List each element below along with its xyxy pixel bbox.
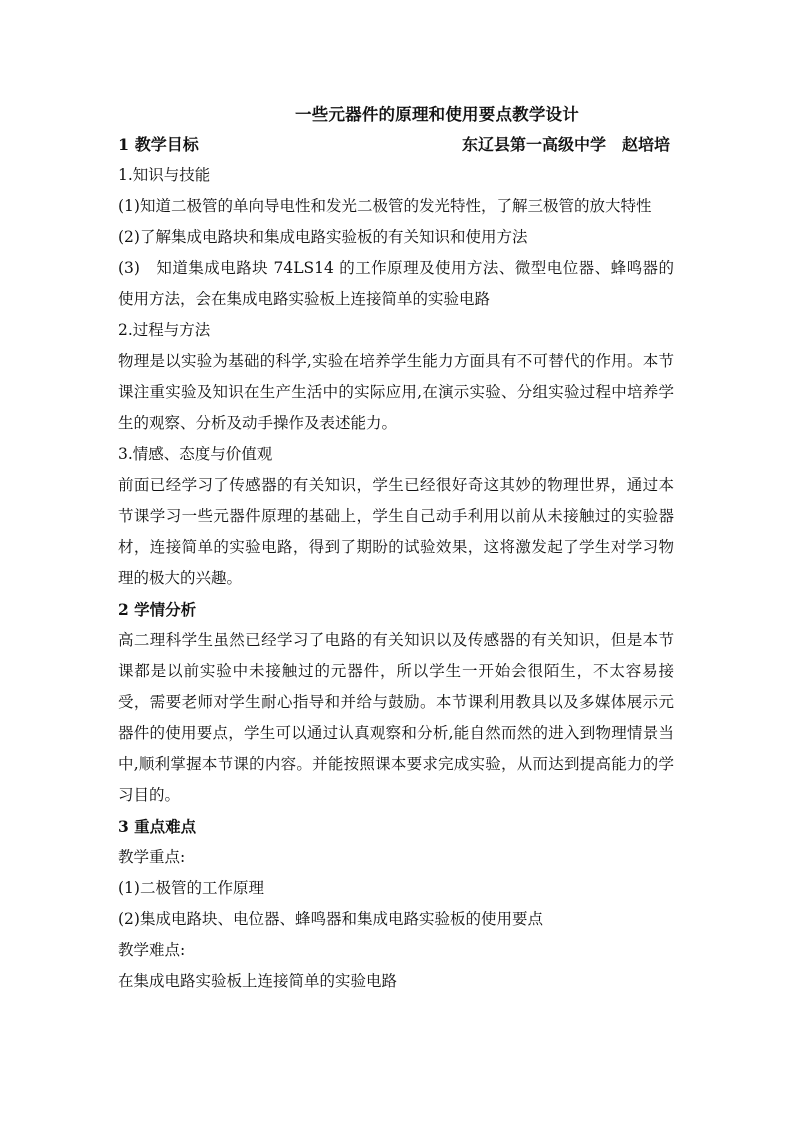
subheading-knowledge-skills: 1.知识与技能 (118, 166, 211, 184)
subheading-attitude-values: 3.情感、态度与价值观 (118, 445, 273, 463)
list-item: 在集成电路实验板上连接简单的实验电路 (118, 972, 398, 990)
list-item: (1)二极管的工作原理 (118, 879, 264, 897)
author-line: 东辽县第一高级中学 赵培培 (461, 135, 670, 154)
difficult-points-label: 教学难点: (118, 941, 186, 959)
section-heading-objectives: 1 教学目标 (118, 135, 199, 154)
paragraph: 前面已经学习了传感器的有关知识，学生已经很好奇这其妙的物理世界，通过本节课学习一些元器件原理的基础上，学生自己动手利用以前从未接触过的实验器材，连接简单的实验电路，得到了期盼的试验效果，这将激发起了学生对学习物理的极大的兴趣。 (118, 476, 674, 587)
list-item: (2)集成电路块、电位器、蜂鸣器和集成电路实验板的使用要点 (118, 910, 543, 928)
paragraph: 高二理科学生虽然已经学习了电路的有关知识以及传感器的有关知识，但是本节课都是以前实验中未接触过的元器件，所以学生一开始会很陌生，不太容易接受，需要老师对学生耐心指导和并给与鼓励。本节课利用教具以及多媒体展示元器件的使用要点，学生可以通过认真观察和分析,能自然而然的进入到物理情景当中,顺利掌握本节课的内容。并能按照课本要求完成实验，从而达到提高能力的学习目的。 (118, 631, 674, 804)
section-heading-row (118, 132, 670, 156)
document-body (118, 160, 674, 997)
key-points-label: 教学重点: (118, 848, 186, 866)
list-item: (3) 知道集成电路块 74LS14 的工作原理及使用方法、微型电位器、蜂鸣器的使用方法，会在集成电路实验板上连接简单的实验电路 (118, 259, 674, 308)
section-heading-student-analysis: 2 学情分析 (118, 600, 197, 619)
paragraph: 物理是以实验为基础的科学,实验在培养学生能力方面具有不可替代的作用。本节课注重实验及知识在生产生活中的实际应用,在演示实验、分组实验过程中培养学生的观察、分析及动手操作及表述能力。 (118, 352, 674, 432)
list-item: (1)知道二极管的单向导电性和发光二极管的发光特性，了解三极管的放大特性 (118, 197, 652, 215)
section-heading-key-difficult: 3 重点难点 (118, 817, 197, 836)
subheading-process-method: 2.过程与方法 (118, 321, 211, 339)
document-title: 一些元器件的原理和使用要点教学设计 (295, 105, 579, 124)
list-item: (2)了解集成电路块和集成电路实验板的有关知识和使用方法 (118, 228, 528, 246)
